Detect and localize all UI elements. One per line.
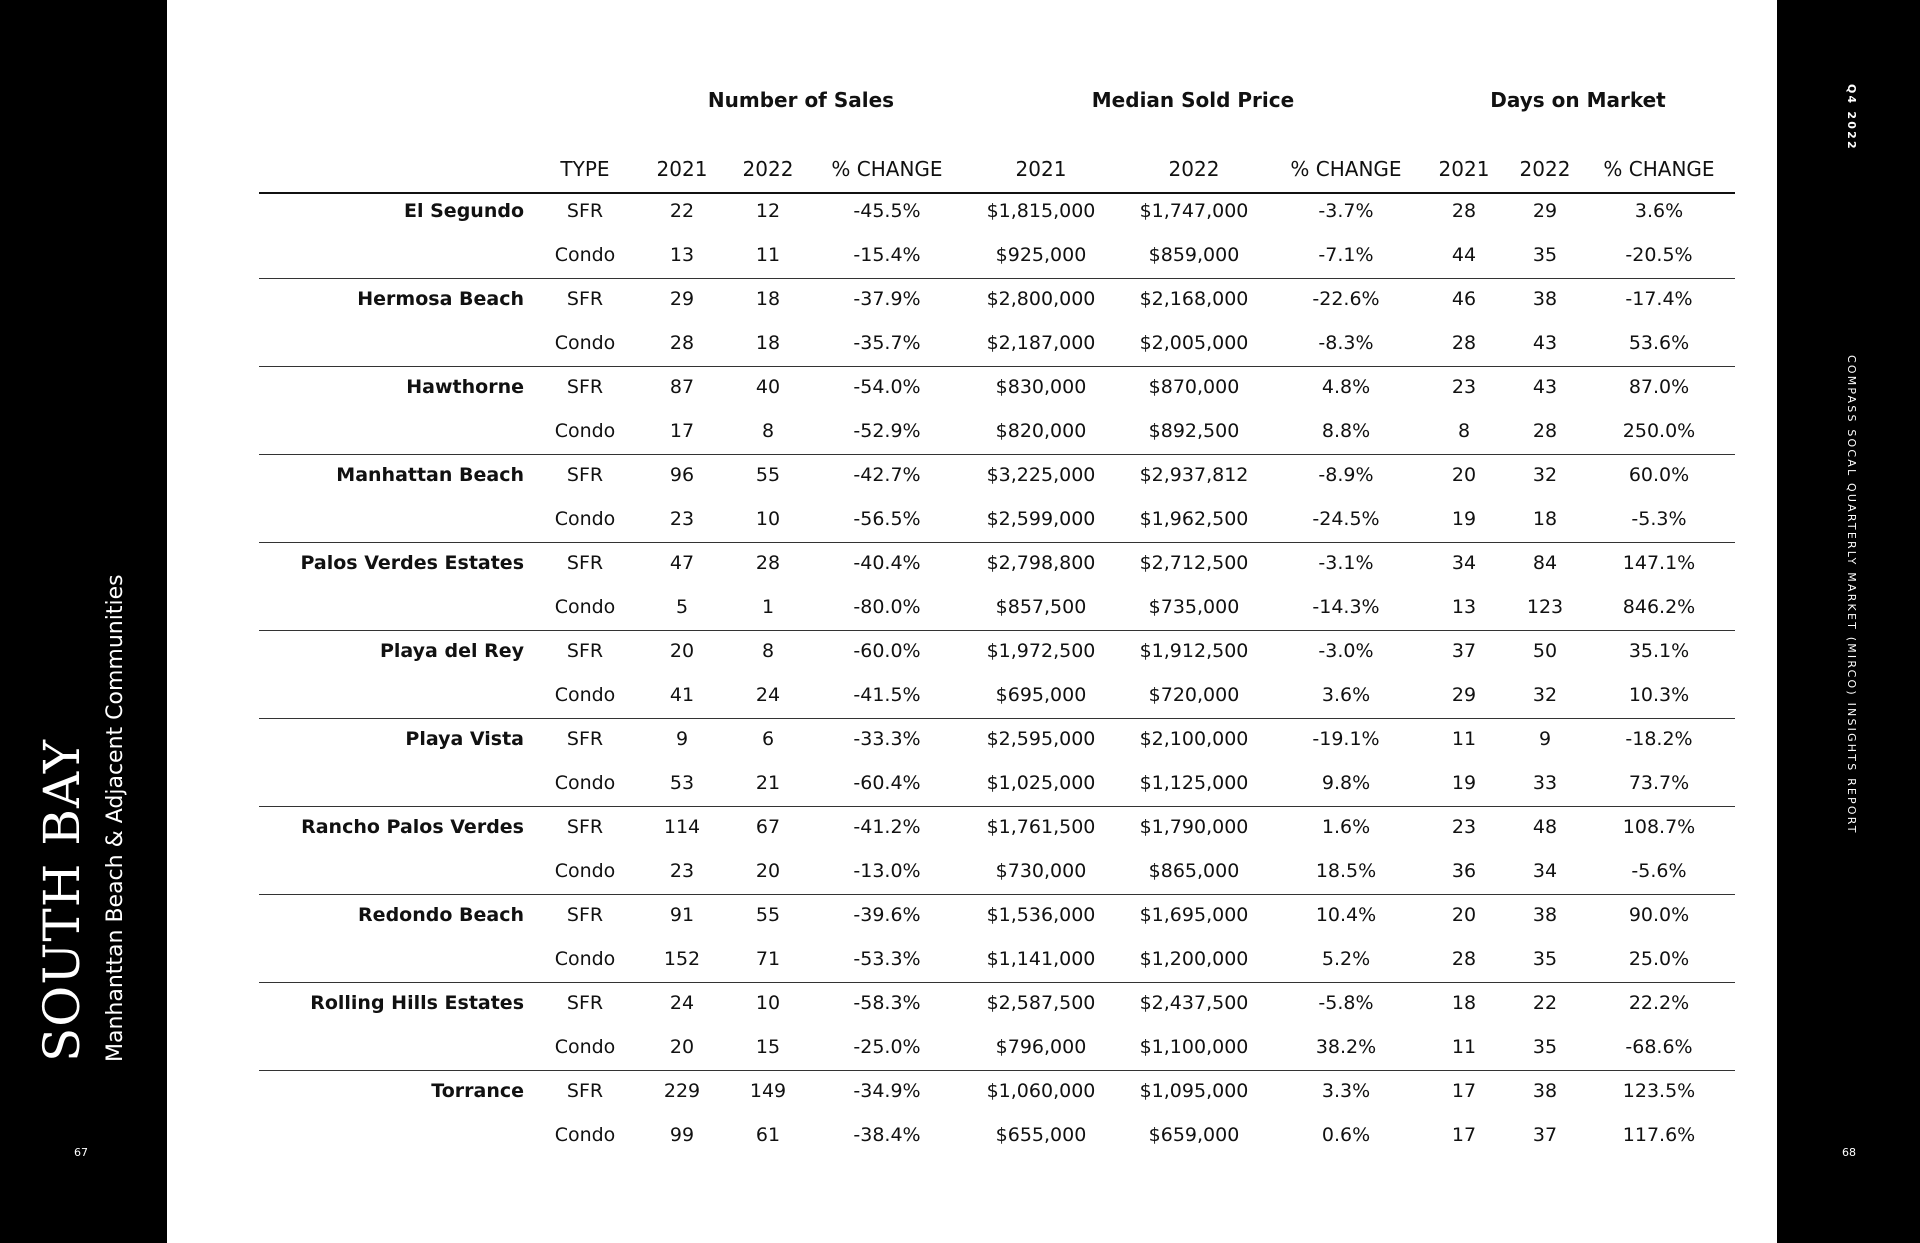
- table-row: [0, 717, 1920, 761]
- group-header-sales: Number of Sales: [707, 88, 895, 112]
- cell-dom-change: 25.0%: [1628, 948, 1690, 970]
- cell-type: SFR: [566, 728, 604, 750]
- cell-price-change: -8.3%: [1318, 332, 1374, 354]
- cell-price-2021: $3,225,000: [986, 464, 1096, 486]
- cell-price-2022: $1,962,500: [1139, 508, 1249, 530]
- cell-price-2021: $2,187,000: [986, 332, 1096, 354]
- cell-price-2022: $2,712,500: [1139, 552, 1249, 574]
- cell-dom-change: 90.0%: [1628, 904, 1690, 926]
- table-row: [0, 937, 1920, 981]
- cell-sales-change: -37.9%: [853, 288, 921, 310]
- table-row: [0, 365, 1920, 409]
- cell-price-2022: $1,747,000: [1139, 200, 1249, 222]
- cell-price-2021: $1,815,000: [986, 200, 1096, 222]
- table-row: [0, 673, 1920, 717]
- cell-sales-2022: 40: [755, 376, 781, 398]
- cell-price-change: -19.1%: [1312, 728, 1380, 750]
- cell-price-2021: $2,599,000: [986, 508, 1096, 530]
- cell-type: Condo: [554, 508, 616, 530]
- cell-dom-change: 250.0%: [1622, 420, 1696, 442]
- group-header-dom: Days on Market: [1490, 88, 1666, 112]
- area-name: Playa Vista: [405, 728, 524, 750]
- group-divider: [259, 806, 1735, 807]
- cell-sales-change: -35.7%: [853, 332, 921, 354]
- cell-sales-2021: 29: [669, 288, 695, 310]
- table-row: [0, 233, 1920, 277]
- cell-dom-2021: 19: [1451, 508, 1477, 530]
- cell-sales-2022: 149: [749, 1080, 787, 1102]
- cell-sales-2021: 28: [669, 332, 695, 354]
- cell-price-2021: $2,595,000: [986, 728, 1096, 750]
- area-name: Playa del Rey: [379, 640, 524, 662]
- cell-type: SFR: [566, 816, 604, 838]
- cell-price-change: 8.8%: [1321, 420, 1371, 442]
- cell-dom-2022: 43: [1532, 376, 1558, 398]
- table-row: [0, 585, 1920, 629]
- cell-type: SFR: [566, 992, 604, 1014]
- area-name: Manhattan Beach: [336, 464, 524, 486]
- cell-dom-change: -5.3%: [1631, 508, 1687, 530]
- cell-type: Condo: [554, 596, 616, 618]
- cell-sales-change: -80.0%: [853, 596, 921, 618]
- table-row: [0, 1113, 1920, 1157]
- cell-dom-change: 3.6%: [1634, 200, 1684, 222]
- group-divider: [259, 718, 1735, 719]
- cell-dom-change: -68.6%: [1625, 1036, 1693, 1058]
- cell-type: Condo: [554, 684, 616, 706]
- table-row: [0, 981, 1920, 1025]
- cell-dom-2022: 84: [1532, 552, 1558, 574]
- table-row: [0, 409, 1920, 453]
- cell-price-2021: $925,000: [995, 244, 1087, 266]
- cell-price-2022: $870,000: [1148, 376, 1240, 398]
- table-row: [0, 453, 1920, 497]
- cell-sales-2022: 12: [755, 200, 781, 222]
- cell-sales-change: -39.6%: [853, 904, 921, 926]
- cell-sales-2022: 67: [755, 816, 781, 838]
- cell-dom-change: -5.6%: [1631, 860, 1687, 882]
- cell-price-change: 4.8%: [1321, 376, 1371, 398]
- cell-price-change: -3.0%: [1318, 640, 1374, 662]
- cell-sales-2022: 8: [761, 420, 775, 442]
- table-row: [0, 1069, 1920, 1113]
- cell-type: Condo: [554, 332, 616, 354]
- cell-sales-change: -42.7%: [853, 464, 921, 486]
- cell-sales-2022: 10: [755, 508, 781, 530]
- cell-dom-2021: 44: [1451, 244, 1477, 266]
- cell-sales-change: -56.5%: [853, 508, 921, 530]
- cell-sales-change: -41.2%: [853, 816, 921, 838]
- cell-dom-change: 35.1%: [1628, 640, 1690, 662]
- group-divider: [259, 630, 1735, 631]
- area-name: Palos Verdes Estates: [300, 552, 524, 574]
- area-name: Rolling Hills Estates: [310, 992, 524, 1014]
- cell-price-2022: $659,000: [1148, 1124, 1240, 1146]
- cell-price-2022: $1,790,000: [1139, 816, 1249, 838]
- group-divider: [259, 1070, 1735, 1071]
- cell-price-2021: $796,000: [995, 1036, 1087, 1058]
- table-row: [0, 849, 1920, 893]
- page-number-left: 67: [74, 1146, 88, 1159]
- cell-price-2022: $1,912,500: [1139, 640, 1249, 662]
- cell-sales-2022: 71: [755, 948, 781, 970]
- table-row: [0, 1025, 1920, 1069]
- cell-type: SFR: [566, 640, 604, 662]
- col-header-price-2022: 2022: [1168, 157, 1220, 181]
- col-header-type: TYPE: [560, 157, 610, 181]
- cell-sales-2021: 20: [669, 640, 695, 662]
- area-name: El Segundo: [404, 200, 524, 222]
- cell-price-2022: $1,125,000: [1139, 772, 1249, 794]
- cell-price-2022: $2,937,812: [1139, 464, 1249, 486]
- cell-price-change: 3.6%: [1321, 684, 1371, 706]
- cell-sales-2021: 23: [669, 860, 695, 882]
- cell-dom-change: -20.5%: [1625, 244, 1693, 266]
- col-header-price-2021: 2021: [1015, 157, 1067, 181]
- cell-price-2022: $2,100,000: [1139, 728, 1249, 750]
- cell-type: Condo: [554, 1036, 616, 1058]
- cell-price-2022: $1,100,000: [1139, 1036, 1249, 1058]
- cell-price-2021: $857,500: [995, 596, 1087, 618]
- cell-sales-change: -41.5%: [853, 684, 921, 706]
- cell-price-change: 9.8%: [1321, 772, 1371, 794]
- cell-dom-2022: 37: [1532, 1124, 1558, 1146]
- cell-sales-2022: 24: [755, 684, 781, 706]
- cell-dom-2022: 35: [1532, 948, 1558, 970]
- cell-dom-2022: 34: [1532, 860, 1558, 882]
- cell-price-2021: $830,000: [995, 376, 1087, 398]
- cell-type: Condo: [554, 244, 616, 266]
- cell-dom-2021: 8: [1457, 420, 1471, 442]
- cell-sales-2022: 10: [755, 992, 781, 1014]
- cell-sales-2021: 96: [669, 464, 695, 486]
- cell-price-2021: $1,972,500: [986, 640, 1096, 662]
- cell-dom-2021: 23: [1451, 816, 1477, 838]
- cell-sales-2022: 55: [755, 464, 781, 486]
- cell-sales-2021: 47: [669, 552, 695, 574]
- cell-dom-change: 846.2%: [1622, 596, 1696, 618]
- cell-price-2022: $735,000: [1148, 596, 1240, 618]
- cell-sales-change: -38.4%: [853, 1124, 921, 1146]
- cell-dom-2022: 43: [1532, 332, 1558, 354]
- cell-price-2021: $1,761,500: [986, 816, 1096, 838]
- cell-price-2022: $2,168,000: [1139, 288, 1249, 310]
- group-divider: [259, 278, 1735, 279]
- section-title: SOUTH BAY: [33, 738, 91, 1062]
- cell-price-change: -8.9%: [1318, 464, 1374, 486]
- cell-dom-2021: 17: [1451, 1124, 1477, 1146]
- table-row: [0, 893, 1920, 937]
- cell-sales-2021: 152: [663, 948, 701, 970]
- cell-type: SFR: [566, 464, 604, 486]
- col-header-price-change: % CHANGE: [1290, 157, 1402, 181]
- cell-type: Condo: [554, 772, 616, 794]
- cell-price-change: 38.2%: [1315, 1036, 1377, 1058]
- cell-type: Condo: [554, 948, 616, 970]
- cell-price-2022: $892,500: [1148, 420, 1240, 442]
- cell-price-2021: $2,587,500: [986, 992, 1096, 1014]
- cell-sales-2022: 20: [755, 860, 781, 882]
- col-header-sales-2021: 2021: [656, 157, 708, 181]
- cell-price-change: -22.6%: [1312, 288, 1380, 310]
- cell-dom-2021: 34: [1451, 552, 1477, 574]
- cell-sales-2021: 24: [669, 992, 695, 1014]
- cell-dom-2022: 32: [1532, 684, 1558, 706]
- cell-sales-change: -60.0%: [853, 640, 921, 662]
- cell-sales-change: -34.9%: [853, 1080, 921, 1102]
- cell-sales-2021: 13: [669, 244, 695, 266]
- cell-dom-2021: 28: [1451, 332, 1477, 354]
- table-row: [0, 189, 1920, 233]
- cell-type: SFR: [566, 904, 604, 926]
- cell-price-2022: $2,005,000: [1139, 332, 1249, 354]
- cell-dom-change: 60.0%: [1628, 464, 1690, 486]
- cell-sales-2022: 6: [761, 728, 775, 750]
- table-row: [0, 321, 1920, 365]
- cell-dom-2022: 50: [1532, 640, 1558, 662]
- cell-price-2022: $720,000: [1148, 684, 1240, 706]
- cell-price-2022: $859,000: [1148, 244, 1240, 266]
- cell-price-change: 10.4%: [1315, 904, 1377, 926]
- cell-price-change: -7.1%: [1318, 244, 1374, 266]
- cell-price-2021: $1,141,000: [986, 948, 1096, 970]
- cell-dom-2021: 18: [1451, 992, 1477, 1014]
- cell-sales-2021: 5: [675, 596, 689, 618]
- cell-price-2022: $2,437,500: [1139, 992, 1249, 1014]
- page-number-right: 68: [1842, 1146, 1856, 1159]
- cell-dom-change: 123.5%: [1622, 1080, 1696, 1102]
- cell-price-change: 1.6%: [1321, 816, 1371, 838]
- cell-sales-2022: 11: [755, 244, 781, 266]
- cell-sales-2021: 17: [669, 420, 695, 442]
- cell-dom-2022: 123: [1526, 596, 1564, 618]
- cell-sales-2022: 21: [755, 772, 781, 794]
- cell-dom-2021: 17: [1451, 1080, 1477, 1102]
- cell-sales-2021: 22: [669, 200, 695, 222]
- cell-dom-2022: 29: [1532, 200, 1558, 222]
- cell-dom-change: 87.0%: [1628, 376, 1690, 398]
- table-row: [0, 541, 1920, 585]
- report-title: COMPASS SOCAL QUARTERLY MARKET (MIRCO) INSIGHTS REPORT: [1845, 355, 1858, 835]
- cell-price-2021: $1,025,000: [986, 772, 1096, 794]
- cell-type: Condo: [554, 860, 616, 882]
- cell-dom-2022: 48: [1532, 816, 1558, 838]
- cell-sales-2022: 15: [755, 1036, 781, 1058]
- cell-sales-2021: 41: [669, 684, 695, 706]
- cell-sales-2021: 87: [669, 376, 695, 398]
- cell-type: SFR: [566, 1080, 604, 1102]
- cell-dom-2021: 23: [1451, 376, 1477, 398]
- cell-sales-2021: 99: [669, 1124, 695, 1146]
- cell-price-change: 18.5%: [1315, 860, 1377, 882]
- col-header-sales-change: % CHANGE: [831, 157, 943, 181]
- cell-dom-2022: 38: [1532, 288, 1558, 310]
- area-name: Rancho Palos Verdes: [301, 816, 524, 838]
- cell-sales-2021: 114: [663, 816, 701, 838]
- table-row: [0, 805, 1920, 849]
- cell-sales-2022: 18: [755, 288, 781, 310]
- cell-type: SFR: [566, 200, 604, 222]
- cell-sales-2022: 8: [761, 640, 775, 662]
- cell-price-change: 3.3%: [1321, 1080, 1371, 1102]
- cell-dom-change: 22.2%: [1628, 992, 1690, 1014]
- table-row: [0, 761, 1920, 805]
- area-name: Hawthorne: [406, 376, 524, 398]
- group-divider: [259, 894, 1735, 895]
- cell-dom-2021: 28: [1451, 200, 1477, 222]
- cell-price-2022: $1,200,000: [1139, 948, 1249, 970]
- cell-price-2021: $2,800,000: [986, 288, 1096, 310]
- cell-price-2021: $730,000: [995, 860, 1087, 882]
- cell-sales-change: -15.4%: [853, 244, 921, 266]
- cell-sales-2021: 23: [669, 508, 695, 530]
- area-name: Redondo Beach: [358, 904, 524, 926]
- cell-sales-2021: 91: [669, 904, 695, 926]
- cell-type: SFR: [566, 552, 604, 574]
- cell-dom-2022: 9: [1538, 728, 1552, 750]
- cell-dom-2022: 22: [1532, 992, 1558, 1014]
- cell-sales-2021: 20: [669, 1036, 695, 1058]
- cell-dom-change: 108.7%: [1622, 816, 1696, 838]
- cell-price-2021: $655,000: [995, 1124, 1087, 1146]
- cell-dom-2021: 20: [1451, 464, 1477, 486]
- cell-dom-change: -18.2%: [1625, 728, 1693, 750]
- quarter-label: Q4 2022: [1845, 84, 1858, 151]
- cell-dom-2022: 32: [1532, 464, 1558, 486]
- section-subtitle: Manhanttan Beach & Adjacent Communities: [103, 574, 128, 1062]
- cell-price-change: -3.1%: [1318, 552, 1374, 574]
- cell-sales-change: -60.4%: [853, 772, 921, 794]
- cell-price-2022: $1,695,000: [1139, 904, 1249, 926]
- cell-dom-2022: 28: [1532, 420, 1558, 442]
- cell-dom-2022: 18: [1532, 508, 1558, 530]
- cell-dom-2022: 35: [1532, 244, 1558, 266]
- cell-dom-2022: 33: [1532, 772, 1558, 794]
- cell-sales-change: -54.0%: [853, 376, 921, 398]
- cell-price-change: -3.7%: [1318, 200, 1374, 222]
- group-divider: [259, 366, 1735, 367]
- group-divider: [259, 454, 1735, 455]
- cell-sales-2021: 229: [663, 1080, 701, 1102]
- cell-dom-2022: 35: [1532, 1036, 1558, 1058]
- cell-sales-change: -53.3%: [853, 948, 921, 970]
- cell-price-change: -5.8%: [1318, 992, 1374, 1014]
- cell-sales-change: -33.3%: [853, 728, 921, 750]
- cell-price-2021: $1,060,000: [986, 1080, 1096, 1102]
- cell-sales-2022: 55: [755, 904, 781, 926]
- col-header-dom-2022: 2022: [1519, 157, 1571, 181]
- cell-price-2021: $1,536,000: [986, 904, 1096, 926]
- cell-dom-change: 147.1%: [1622, 552, 1696, 574]
- cell-price-2022: $1,095,000: [1139, 1080, 1249, 1102]
- cell-type: SFR: [566, 288, 604, 310]
- cell-dom-change: 10.3%: [1628, 684, 1690, 706]
- cell-dom-2021: 29: [1451, 684, 1477, 706]
- col-header-dom-2021: 2021: [1438, 157, 1490, 181]
- cell-dom-2021: 11: [1451, 728, 1477, 750]
- cell-price-change: 5.2%: [1321, 948, 1371, 970]
- cell-sales-2022: 1: [761, 596, 775, 618]
- cell-dom-2022: 38: [1532, 1080, 1558, 1102]
- area-name: Hermosa Beach: [357, 288, 524, 310]
- cell-sales-change: -25.0%: [853, 1036, 921, 1058]
- cell-dom-2021: 36: [1451, 860, 1477, 882]
- cell-dom-2021: 19: [1451, 772, 1477, 794]
- area-name: Torrance: [431, 1080, 524, 1102]
- cell-sales-change: -13.0%: [853, 860, 921, 882]
- cell-sales-2022: 28: [755, 552, 781, 574]
- cell-price-2021: $820,000: [995, 420, 1087, 442]
- cell-dom-2021: 37: [1451, 640, 1477, 662]
- table-row: [0, 497, 1920, 541]
- cell-price-change: 0.6%: [1321, 1124, 1371, 1146]
- cell-price-change: -14.3%: [1312, 596, 1380, 618]
- cell-dom-2021: 13: [1451, 596, 1477, 618]
- group-divider: [259, 982, 1735, 983]
- cell-sales-change: -58.3%: [853, 992, 921, 1014]
- cell-dom-2021: 28: [1451, 948, 1477, 970]
- cell-type: Condo: [554, 420, 616, 442]
- table-row: [0, 629, 1920, 673]
- group-header-price: Median Sold Price: [1091, 88, 1295, 112]
- cell-dom-change: 53.6%: [1628, 332, 1690, 354]
- cell-sales-change: -52.9%: [853, 420, 921, 442]
- cell-dom-2021: 46: [1451, 288, 1477, 310]
- cell-sales-2022: 61: [755, 1124, 781, 1146]
- group-divider: [259, 542, 1735, 543]
- cell-sales-2021: 9: [675, 728, 689, 750]
- table-row: [0, 277, 1920, 321]
- cell-sales-change: -40.4%: [853, 552, 921, 574]
- col-header-dom-change: % CHANGE: [1603, 157, 1715, 181]
- cell-dom-change: 117.6%: [1622, 1124, 1696, 1146]
- col-header-sales-2022: 2022: [742, 157, 794, 181]
- cell-sales-2022: 18: [755, 332, 781, 354]
- cell-dom-change: -17.4%: [1625, 288, 1693, 310]
- cell-sales-change: -45.5%: [853, 200, 921, 222]
- cell-price-2021: $2,798,800: [986, 552, 1096, 574]
- cell-dom-2021: 11: [1451, 1036, 1477, 1058]
- cell-dom-change: 73.7%: [1628, 772, 1690, 794]
- cell-type: SFR: [566, 376, 604, 398]
- cell-dom-2022: 38: [1532, 904, 1558, 926]
- cell-dom-2021: 20: [1451, 904, 1477, 926]
- cell-sales-2021: 53: [669, 772, 695, 794]
- cell-price-change: -24.5%: [1312, 508, 1380, 530]
- cell-price-2022: $865,000: [1148, 860, 1240, 882]
- cell-price-2021: $695,000: [995, 684, 1087, 706]
- cell-type: Condo: [554, 1124, 616, 1146]
